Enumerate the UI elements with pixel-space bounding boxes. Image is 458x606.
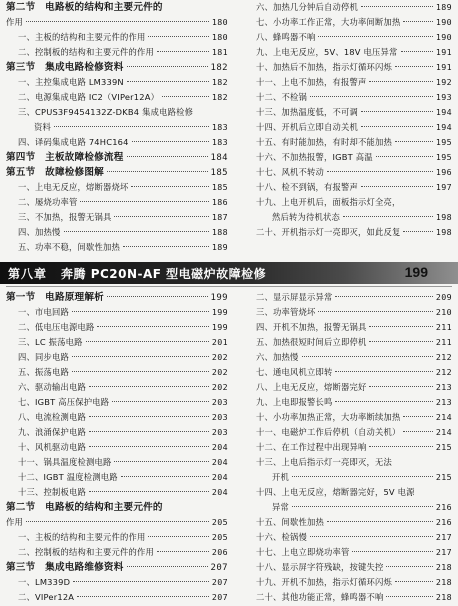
toc-entry	[6, 180, 228, 195]
toc-entry-title: 十、加热后不加热，指示灯循环闪烁	[256, 62, 392, 72]
toc-entry-title: 十四、开机后立即自动关机	[256, 122, 358, 132]
toc-entry-title: 八、电流检测电路	[18, 412, 86, 422]
toc-entry-title: 二、电源集成电路 IC2（VIPer12A）	[18, 92, 160, 102]
toc-entry	[244, 195, 452, 210]
toc-entry-title: 资料	[34, 122, 51, 132]
toc-entry	[6, 575, 228, 590]
toc-entry	[6, 15, 228, 30]
toc-entry-page: 214	[435, 427, 452, 437]
toc-entry	[6, 90, 228, 105]
toc-entry-title: 十七、上电立即烧功率管	[256, 547, 350, 557]
toc-entry-page: 211	[435, 322, 452, 332]
toc-entry-title: 九、上电即报警长鸣	[256, 397, 333, 407]
toc-entry-page: 205	[211, 532, 228, 542]
toc-entry	[244, 75, 452, 90]
toc-entry-page: 182	[210, 63, 228, 73]
leader-dots	[127, 566, 208, 567]
toc-entry-title: 十八、显示屏字符残缺，按键失控	[256, 562, 384, 572]
leader-dots	[335, 401, 432, 402]
toc-entry-page: 190	[435, 17, 452, 27]
leader-dots	[318, 311, 432, 312]
toc-entry-page: 185	[210, 168, 228, 178]
toc-entry-title: 第三节 集成电路维修资料	[6, 562, 124, 573]
toc-entry	[244, 485, 452, 500]
toc-entry-title: 十三、控制板电路	[18, 487, 86, 497]
leader-dots	[157, 51, 209, 52]
toc-entry	[6, 225, 228, 240]
leader-dots	[292, 476, 433, 477]
toc-entry	[6, 440, 228, 455]
leader-dots	[64, 231, 209, 232]
leader-dots	[401, 51, 433, 52]
toc-entry	[6, 395, 228, 410]
toc-entry-title: 十二、在工作过程中出现异响	[256, 442, 367, 452]
toc-entry-page: 191	[435, 47, 452, 57]
toc-entry-page: 207	[211, 577, 228, 587]
toc-entry-title: 十一、电磁炉工作后停机（自动关机）	[256, 427, 401, 437]
toc-entry-page: 206	[211, 547, 228, 557]
toc-entry-title: 二、控制板的结构和主要元件的作用	[18, 47, 154, 57]
toc-entry-title: 八、蜂鸣器不响	[256, 32, 316, 42]
leader-dots	[361, 186, 433, 187]
leader-dots	[327, 171, 433, 172]
leader-dots	[403, 231, 432, 232]
toc-entry-title: 十五、间歇性加热	[256, 517, 324, 527]
toc-entry-title: 十一、锅具温度检测电路	[18, 457, 112, 467]
toc-entry-title: 六、加热慢	[256, 352, 299, 362]
leader-dots	[352, 551, 432, 552]
toc-entry-page: 212	[435, 367, 452, 377]
toc-entry-page: 218	[435, 562, 452, 572]
toc-entry-title: 六、加热几分钟后自动停机	[256, 2, 358, 12]
toc-entry-page: 198	[435, 212, 452, 222]
leader-dots	[361, 111, 433, 112]
chapter-page: 199	[404, 264, 428, 280]
toc-entry	[244, 545, 452, 560]
toc-entry	[6, 350, 228, 365]
toc-entry-title: 二、控制板的结构和主要元件的作用	[18, 547, 154, 557]
toc-entry-title: 异常	[272, 502, 289, 512]
leader-dots	[72, 311, 209, 312]
leader-dots	[127, 156, 208, 157]
toc-column-right	[236, 290, 458, 606]
toc-lower-section	[0, 290, 458, 606]
toc-entry	[244, 320, 452, 335]
toc-entry-page: 187	[211, 212, 228, 222]
toc-entry	[244, 425, 452, 440]
toc-entry-page: 180	[211, 17, 228, 27]
toc-entry-title: 十六、不加热报警，IGBT 高温	[256, 152, 373, 162]
toc-entry	[244, 120, 452, 135]
leader-dots	[26, 521, 209, 522]
leader-dots	[127, 81, 209, 82]
toc-entry-title: 十四、上电无反应，熔断器完好，5V 电源	[256, 487, 415, 497]
toc-entry-title: 第三节 集成电路检修资料	[6, 62, 124, 73]
toc-entry-page: 215	[435, 472, 452, 482]
toc-entry-page: 194	[435, 107, 452, 117]
toc-entry-title: 十二、不检锅	[256, 92, 307, 102]
toc-entry-page: 218	[435, 577, 452, 587]
leader-dots	[403, 416, 432, 417]
leader-dots	[335, 371, 432, 372]
toc-entry-title: 开机	[272, 472, 289, 482]
toc-entry-page: 192	[435, 77, 452, 87]
toc-entry-title: 七、IGBT 高压保护电路	[18, 397, 110, 407]
toc-entry	[244, 180, 452, 195]
toc-entry-title: 五、功率不稳，间歇性加热	[18, 242, 120, 252]
leader-dots	[72, 371, 209, 372]
toc-entry	[244, 225, 452, 240]
toc-entry-page: 215	[435, 442, 452, 452]
toc-column-right	[236, 0, 458, 260]
toc-entry	[244, 575, 452, 590]
leader-dots	[310, 536, 433, 537]
leader-dots	[127, 66, 208, 67]
toc-entry-page: 213	[435, 382, 452, 392]
chapter-number: 第八章	[8, 266, 48, 281]
toc-entry	[244, 335, 452, 350]
toc-entry	[244, 455, 452, 470]
toc-entry	[6, 240, 228, 255]
toc-entry-title: 十一、上电不加热，有报警声	[256, 77, 367, 87]
toc-entry-page: 191	[435, 62, 452, 72]
toc-entry-title: 十、风机驱动电路	[18, 442, 86, 452]
toc-entry-page: 213	[435, 397, 452, 407]
toc-entry	[244, 515, 452, 530]
toc-entry-title: 一、主板的结构和主要元件的作用	[18, 32, 146, 42]
toc-entry-page: 199	[210, 293, 228, 303]
toc-entry-title: 二十、其他功能正常，蜂鸣器不响	[256, 592, 384, 602]
toc-entry	[244, 380, 452, 395]
leader-dots	[148, 536, 208, 537]
toc-entry-title: 第二节 电路板的结构和主要元件的	[6, 502, 163, 513]
toc-entry	[244, 60, 452, 75]
leader-dots	[132, 141, 209, 142]
toc-entry-title: 十三、上电后指示灯一亮即灭，无法	[256, 457, 392, 467]
toc-entry	[6, 455, 228, 470]
toc-column-left	[0, 0, 236, 260]
leader-dots	[376, 156, 433, 157]
toc-entry-page: 194	[435, 122, 452, 132]
toc-entry-page: 202	[211, 352, 228, 362]
toc-entry-page: 201	[211, 337, 228, 347]
leader-dots	[86, 341, 209, 342]
toc-entry-title: 四、译码集成电路 74HC164	[18, 137, 129, 147]
toc-entry-page: 209	[435, 292, 452, 302]
leader-dots	[89, 416, 209, 417]
leader-dots	[395, 141, 433, 142]
toc-entry-title: 五、加热很短时间后立即停机	[256, 337, 367, 347]
toc-entry	[6, 365, 228, 380]
toc-entry-title: 二、VIPer12A	[18, 592, 75, 602]
toc-entry-page: 203	[211, 397, 228, 407]
leader-dots	[292, 506, 433, 507]
toc-entry-page: 204	[211, 442, 228, 452]
toc-entry-title: 十五、有时能加热，有时却不能加热	[256, 137, 392, 147]
leader-dots	[26, 21, 209, 22]
leader-dots	[157, 551, 209, 552]
toc-entry	[244, 365, 452, 380]
toc-entry	[6, 135, 228, 150]
toc-section-heading	[6, 560, 228, 575]
toc-entry-page: 189	[435, 2, 452, 12]
toc-entry-title: 第一节 电路原理解析	[6, 292, 104, 303]
toc-entry	[244, 500, 452, 515]
toc-entry-page: 212	[435, 352, 452, 362]
toc-entry-page: 195	[435, 137, 452, 147]
leader-dots	[403, 21, 432, 22]
toc-entry-title: 四、加热慢	[18, 227, 61, 237]
toc-entry	[244, 440, 452, 455]
leader-dots	[107, 171, 208, 172]
toc-entry-page: 216	[435, 502, 452, 512]
leader-dots	[369, 81, 432, 82]
leader-dots	[335, 296, 432, 297]
toc-entry-title: 九、浪涌保护电路	[18, 427, 86, 437]
divider	[6, 286, 452, 287]
chapter-title: 奔腾 PC20N-AF 型电磁炉故障检修	[61, 266, 267, 281]
toc-entry-title: 二、低电压电源电路	[18, 322, 95, 332]
toc-entry-title: 二、显示屏显示异常	[256, 292, 333, 302]
toc-entry-page: 217	[435, 532, 452, 542]
leader-dots	[395, 581, 433, 582]
toc-entry-page: 210	[435, 307, 452, 317]
toc-entry-page: 196	[435, 167, 452, 177]
toc-entry	[244, 290, 452, 305]
toc-entry-page: 189	[211, 242, 228, 252]
toc-entry-title: 十六、检锅慢	[256, 532, 307, 542]
toc-entry	[6, 515, 228, 530]
leader-dots	[89, 431, 209, 432]
toc-entry-page: 203	[211, 427, 228, 437]
toc-entry-page: 218	[435, 592, 452, 602]
leader-dots	[148, 36, 208, 37]
leader-dots	[77, 596, 209, 597]
toc-entry	[244, 305, 452, 320]
leader-dots	[89, 386, 209, 387]
leader-dots	[89, 446, 209, 447]
toc-entry-page: 204	[211, 457, 228, 467]
toc-entry-page: 214	[435, 412, 452, 422]
toc-entry-page: 203	[211, 412, 228, 422]
toc-entry-title: 第二节 电路板的结构和主要元件的	[6, 2, 163, 13]
toc-entry-title: 十九、上电开机后，面板指示灯全亮，	[256, 197, 401, 207]
toc-entry-page: 183	[211, 122, 228, 132]
toc-section-heading	[6, 500, 228, 515]
toc-entry	[6, 120, 228, 135]
toc-entry-page: 190	[435, 32, 452, 42]
leader-dots	[123, 246, 209, 247]
toc-entry-title: 三、CPUS3F9454132Z-DKB4 集成电路检修	[18, 107, 194, 117]
toc-section-heading	[6, 150, 228, 165]
toc-entry	[6, 425, 228, 440]
leader-dots	[386, 566, 432, 567]
toc-entry-page: 207	[211, 592, 228, 602]
toc-entry-title: 三、LC 振荡电路	[18, 337, 83, 347]
chapter-banner	[0, 262, 458, 284]
toc-entry-title: 九、上电无反应，5V、18V 电压异常	[256, 47, 398, 57]
toc-entry-page: 186	[211, 197, 228, 207]
toc-entry-title: 十三、加热温度低，不可调	[256, 107, 358, 117]
toc-entry-title: 十、小功率加热正常，大功率断续加热	[256, 412, 401, 422]
leader-dots	[386, 596, 432, 597]
leader-dots	[395, 66, 433, 67]
toc-entry	[6, 30, 228, 45]
toc-entry-title: 六、驱动输出电路	[18, 382, 86, 392]
toc-entry	[6, 75, 228, 90]
toc-entry	[6, 105, 228, 120]
toc-entry	[244, 150, 452, 165]
toc-entry-title: 五、振荡电路	[18, 367, 69, 377]
toc-entry	[6, 590, 228, 605]
toc-entry	[6, 410, 228, 425]
leader-dots	[72, 356, 209, 357]
leader-dots	[114, 461, 208, 462]
toc-entry-title: 一、主控集成电路 LM339N	[18, 77, 124, 87]
leader-dots	[73, 581, 209, 582]
toc-section-heading	[6, 60, 228, 75]
toc-entry-title: 十七、风机不转动	[256, 167, 324, 177]
toc-entry	[244, 530, 452, 545]
toc-entry-title: 二十、开机指示灯一亮即灭，如此反复	[256, 227, 401, 237]
toc-entry-title: 作用	[6, 17, 23, 27]
toc-entry	[244, 560, 452, 575]
toc-section-heading	[6, 290, 228, 305]
toc-entry-title: 一、市电回路	[18, 307, 69, 317]
leader-dots	[361, 6, 433, 7]
toc-entry-page: 181	[211, 47, 228, 57]
leader-dots	[369, 341, 432, 342]
toc-entry-title: 一、主板的结构和主要元件的作用	[18, 532, 146, 542]
toc-entry-title: 第四节 主板故障检修流程	[6, 152, 124, 163]
toc-entry-title: 十二、IGBT 温度检测电路	[18, 472, 118, 482]
leader-dots	[112, 401, 209, 402]
leader-dots	[121, 476, 209, 477]
leader-dots	[302, 356, 433, 357]
leader-dots	[403, 431, 432, 432]
toc-entry-page: 207	[210, 563, 228, 573]
toc-entry	[244, 350, 452, 365]
toc-section-heading	[6, 165, 228, 180]
leader-dots	[131, 186, 208, 187]
toc-entry-page: 197	[435, 182, 452, 192]
toc-entry	[244, 470, 452, 485]
toc-entry-title: 十九、开机不加热，指示灯循环闪烁	[256, 577, 392, 587]
toc-entry	[244, 590, 452, 605]
toc-entry	[6, 305, 228, 320]
toc-entry-title: 然后转为待机状态	[272, 212, 340, 222]
toc-entry-title: 七、小功率工作正常，大功率间断加热	[256, 17, 401, 27]
toc-entry-title: 作用	[6, 517, 23, 527]
toc-entry-page: 185	[211, 182, 228, 192]
toc-entry-page: 183	[211, 137, 228, 147]
leader-dots	[369, 326, 432, 327]
toc-entry-title: 三、功率管烧坏	[256, 307, 316, 317]
toc-entry	[244, 0, 452, 15]
toc-entry	[6, 45, 228, 60]
toc-entry-page: 180	[211, 32, 228, 42]
toc-entry-title: 二、屡烧功率管	[18, 197, 78, 207]
toc-entry	[6, 530, 228, 545]
toc-entry-title: 四、同步电路	[18, 352, 69, 362]
leader-dots	[97, 326, 208, 327]
leader-dots	[369, 446, 432, 447]
toc-entry	[244, 210, 452, 225]
leader-dots	[369, 386, 432, 387]
toc-entry-page: 188	[211, 227, 228, 237]
toc-entry-page: 216	[435, 517, 452, 527]
toc-entry	[6, 485, 228, 500]
toc-entry-title: 一、LM339D	[18, 577, 71, 587]
toc-entry-page: 217	[435, 547, 452, 557]
leader-dots	[361, 126, 433, 127]
toc-entry	[244, 105, 452, 120]
toc-entry	[244, 410, 452, 425]
leader-dots	[162, 96, 209, 97]
toc-entry-title: 七、通电风机立即转	[256, 367, 333, 377]
toc-entry	[6, 380, 228, 395]
leader-dots	[327, 521, 433, 522]
toc-entry	[6, 320, 228, 335]
toc-entry-page: 195	[435, 152, 452, 162]
toc-entry	[244, 15, 452, 30]
toc-entry	[6, 335, 228, 350]
toc-entry-page: 184	[210, 153, 228, 163]
toc-entry-page: 199	[211, 307, 228, 317]
leader-dots	[107, 296, 208, 297]
toc-entry-page: 202	[211, 367, 228, 377]
toc-entry	[244, 90, 452, 105]
toc-entry-page: 182	[211, 92, 228, 102]
leader-dots	[89, 491, 209, 492]
toc-entry	[6, 210, 228, 225]
toc-entry-page: 199	[211, 322, 228, 332]
leader-dots	[114, 216, 208, 217]
toc-entry-page: 193	[435, 92, 452, 102]
toc-entry-title: 一、上电无反应，熔断器烧坏	[18, 182, 129, 192]
leader-dots	[54, 126, 209, 127]
toc-entry-title: 三、不加热，报警无锅具	[18, 212, 112, 222]
toc-entry-title: 十八、检不到锅，有报警声	[256, 182, 358, 192]
toc-entry	[244, 45, 452, 60]
toc-entry-page: 182	[211, 77, 228, 87]
toc-entry	[244, 30, 452, 45]
toc-entry-title: 第五节 故障检修图解	[6, 167, 104, 178]
toc-entry	[6, 545, 228, 560]
leader-dots	[80, 201, 208, 202]
toc-entry-page: 211	[435, 337, 452, 347]
toc-entry	[6, 195, 228, 210]
leader-dots	[318, 36, 432, 37]
toc-column-left	[0, 290, 236, 606]
leader-dots	[310, 96, 433, 97]
toc-upper-section	[0, 0, 458, 260]
toc-entry-page: 204	[211, 487, 228, 497]
toc-entry	[244, 165, 452, 180]
toc-entry-page: 204	[211, 472, 228, 482]
toc-entry	[244, 135, 452, 150]
toc-section-heading	[6, 0, 228, 15]
toc-entry-title: 八、上电无反应，熔断器完好	[256, 382, 367, 392]
toc-entry	[6, 470, 228, 485]
leader-dots	[343, 216, 433, 217]
toc-entry-page: 198	[435, 227, 452, 237]
toc-entry	[244, 395, 452, 410]
toc-entry-page: 202	[211, 382, 228, 392]
toc-entry-page: 205	[211, 517, 228, 527]
toc-entry-title: 四、开机不加热，报警无锅具	[256, 322, 367, 332]
